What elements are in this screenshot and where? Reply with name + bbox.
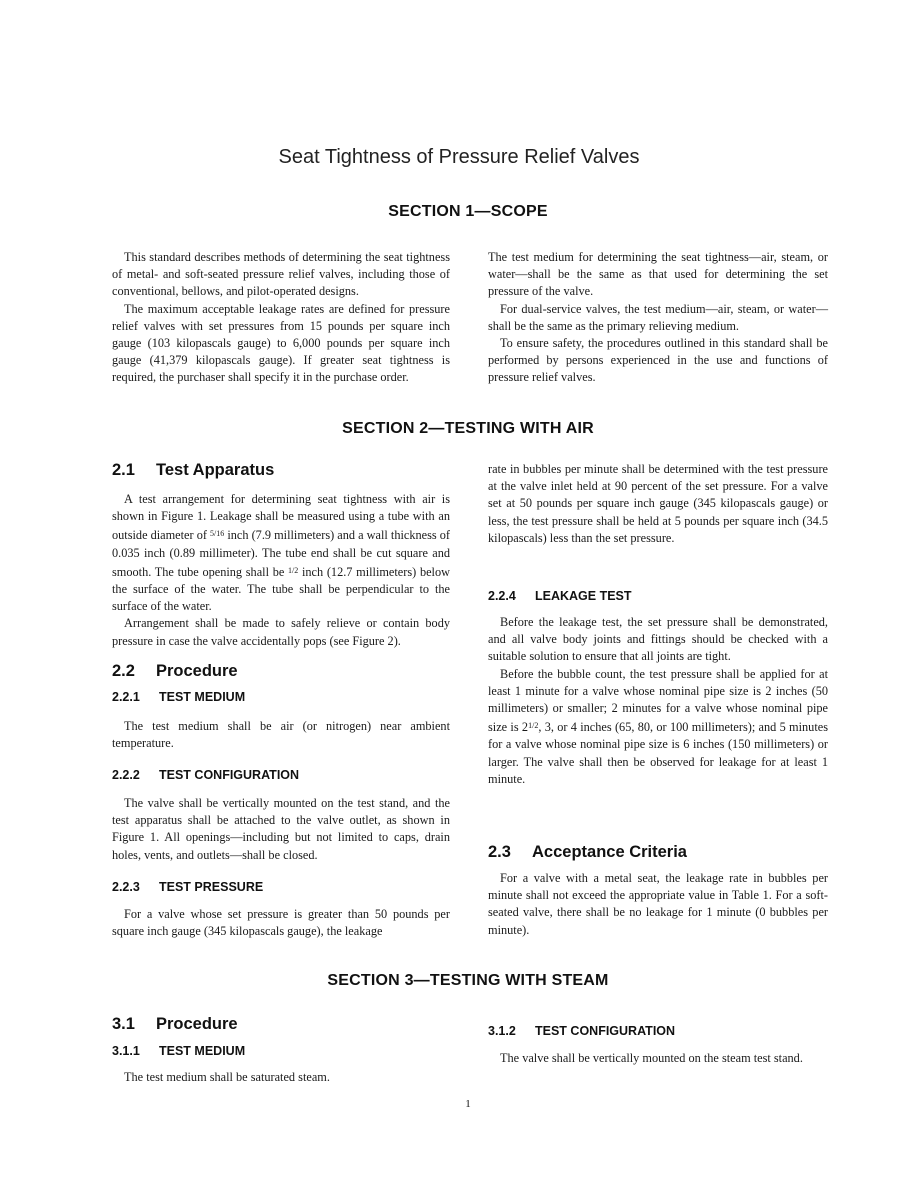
paragraph: To ensure safety, the procedures outlined in this standard shall be performed by persons experienced in the use and functions of pressure relief valves. — [488, 336, 828, 385]
section-2-2-3-body-left — [112, 906, 450, 940]
heading-2-2-4 — [488, 589, 632, 603]
heading-number: 2.1 — [112, 461, 135, 479]
heading-number: 2.2.4 — [488, 589, 516, 603]
heading-number: 2.3 — [488, 843, 511, 861]
paragraph: A test arrangement for determining seat tightness with air is shown in Figure 1. Leakage shall be measured using a tube with an outside diameter of $^{5/16}$ inch (7.9 millimeters) and a wall thickness of 0.035 inch (0.89 millimeter). The tube end shall be cut square and smooth. The tube opening shall be $^{1/2}$ inch (12.7 millimeters) below the surface of the water. The tube shall be perpendicular to the surface of the water. — [112, 492, 450, 614]
heading-title: Procedure — [156, 662, 238, 680]
section-2-3-body — [488, 870, 828, 939]
heading-2-1 — [112, 461, 274, 480]
paragraph: The test medium shall be saturated steam. — [124, 1070, 330, 1084]
heading-title: TEST MEDIUM — [159, 1044, 246, 1058]
section-1-right-column — [488, 249, 828, 387]
heading-title: TEST CONFIGURATION — [535, 1024, 676, 1038]
heading-3-1-1 — [112, 1044, 245, 1058]
paragraph: Before the bubble count, the test pressure shall be applied for at least 1 minute for a valve whose nominal pipe size is 2 inches (50 millimeters) or smaller; 2 minutes for a valve whose nominal pipe size is $2^{1/2}$, 3, or 4 inches (65, 80, or 100 millimeters); and 5 minutes for a valve whose nominal pipe size is 6 inches (150 millimeters) or larger. The valve shall then be observed for leakage for at least 1 minute. — [488, 666, 828, 786]
heading-title: LEAKAGE TEST — [535, 589, 632, 603]
heading-number: 2.2.3 — [112, 880, 140, 894]
heading-number: 2.2 — [112, 662, 135, 680]
paragraph: The test medium for determining the seat tightness—air, steam, or water—shall be the same as that used for determining the set pressure of the valve. — [488, 250, 828, 299]
paragraph: The valve shall be vertically mounted on the test stand, and the test apparatus shall be attached to the valve outlet, as shown in Figure 1. All openings—including but not limited to caps, drain holes, vents, and outlets—shall be closed. — [112, 796, 450, 862]
heading-number: 3.1.1 — [112, 1044, 140, 1058]
paragraph: For dual-service valves, the test medium—air, steam, or water—shall be the same as the primary relieving medium. — [488, 301, 828, 333]
section-3-heading: SECTION 3—TESTING WITH STEAM — [327, 972, 609, 989]
section-3-1-1-body — [112, 1069, 450, 1086]
paragraph: The maximum acceptable leakage rates are defined for pressure relief valves with set pressures from 15 pounds per square inch gauge (103 kilopascals gauge) to 6,000 pounds per square inch gauge (41,379 kilopascals gauge). If greater seat tightness is required, the purchaser shall specify it in the purchase order. — [112, 301, 450, 385]
section-2-1-body — [112, 491, 450, 650]
heading-2-2 — [112, 662, 238, 681]
heading-title: Procedure — [156, 1015, 238, 1033]
paragraph: This standard describes methods of determining the seat tightness of metal- and soft-seated pressure relief valves, including those of conventional, bellows, and pilot-operated designs. — [112, 250, 450, 299]
heading-2-2-3 — [112, 880, 263, 894]
paragraph: rate in bubbles per minute shall be determined with the test pressure at the valve inlet held at 90 percent of the set pressure. For a valve set at 50 pounds per square inch gauge (345 kilopascals gauge) or less, the test pressure shall be held at 5 pounds per square inch (34.5 kilopascals) less than the set pressure. — [488, 462, 828, 545]
heading-3-1 — [112, 1015, 238, 1034]
section-1-heading: SECTION 1—SCOPE — [388, 203, 548, 220]
paragraph: Before the leakage test, the set pressure shall be demonstrated, and all valve body joints and fittings should be checked with a suitable solution to ensure that all joints are tight. — [488, 615, 828, 664]
paragraph: The valve shall be vertically mounted on the steam test stand. — [500, 1051, 803, 1065]
heading-2-2-2 — [112, 768, 299, 782]
paragraph: For a valve with a metal seat, the leakage rate in bubbles per minute shall not exceed the appropriate value in Table 1. For a soft-seated valve, there shall be no leakage for 1 minute (0 bubbles per minute). — [488, 871, 828, 937]
paragraph: Arrangement shall be made to safely relieve or contain body pressure in case the valve accidentally pops (see Figure 2). — [112, 616, 450, 648]
heading-title: Test Apparatus — [156, 461, 275, 479]
heading-2-3 — [488, 843, 687, 862]
fraction: 1/2 — [288, 565, 299, 575]
heading-title: TEST CONFIGURATION — [159, 768, 300, 782]
page-number: 1 — [465, 1098, 471, 1110]
heading-title: Acceptance Criteria — [532, 843, 687, 861]
page-title: Seat Tightness of Pressure Relief Valves — [278, 146, 640, 168]
heading-number: 2.2.2 — [112, 768, 140, 782]
heading-title: TEST PRESSURE — [159, 880, 264, 894]
paragraph: The test medium shall be air (or nitrogen) near ambient temperature. — [112, 719, 450, 751]
heading-number: 3.1.2 — [488, 1024, 516, 1038]
fraction: 5/16 — [210, 529, 225, 539]
section-1-left-column — [112, 249, 450, 387]
heading-number: 3.1 — [112, 1015, 135, 1033]
section-2-heading: SECTION 2—TESTING WITH AIR — [342, 420, 594, 437]
heading-title: TEST MEDIUM — [159, 690, 246, 704]
section-2-2-2-body — [112, 795, 450, 864]
paragraph: For a valve whose set pressure is greater than 50 pounds per square inch gauge (345 kilopascals gauge), the leakage — [112, 907, 450, 939]
section-3-1-2-body — [488, 1050, 828, 1067]
section-2-2-4-body — [488, 614, 828, 788]
heading-3-1-2 — [488, 1024, 675, 1038]
fraction: 1/2 — [528, 721, 539, 731]
heading-number: 2.2.1 — [112, 690, 140, 704]
section-2-2-1-body — [112, 718, 450, 752]
section-2-2-3-body-right — [488, 461, 828, 547]
heading-2-2-1 — [112, 690, 245, 704]
